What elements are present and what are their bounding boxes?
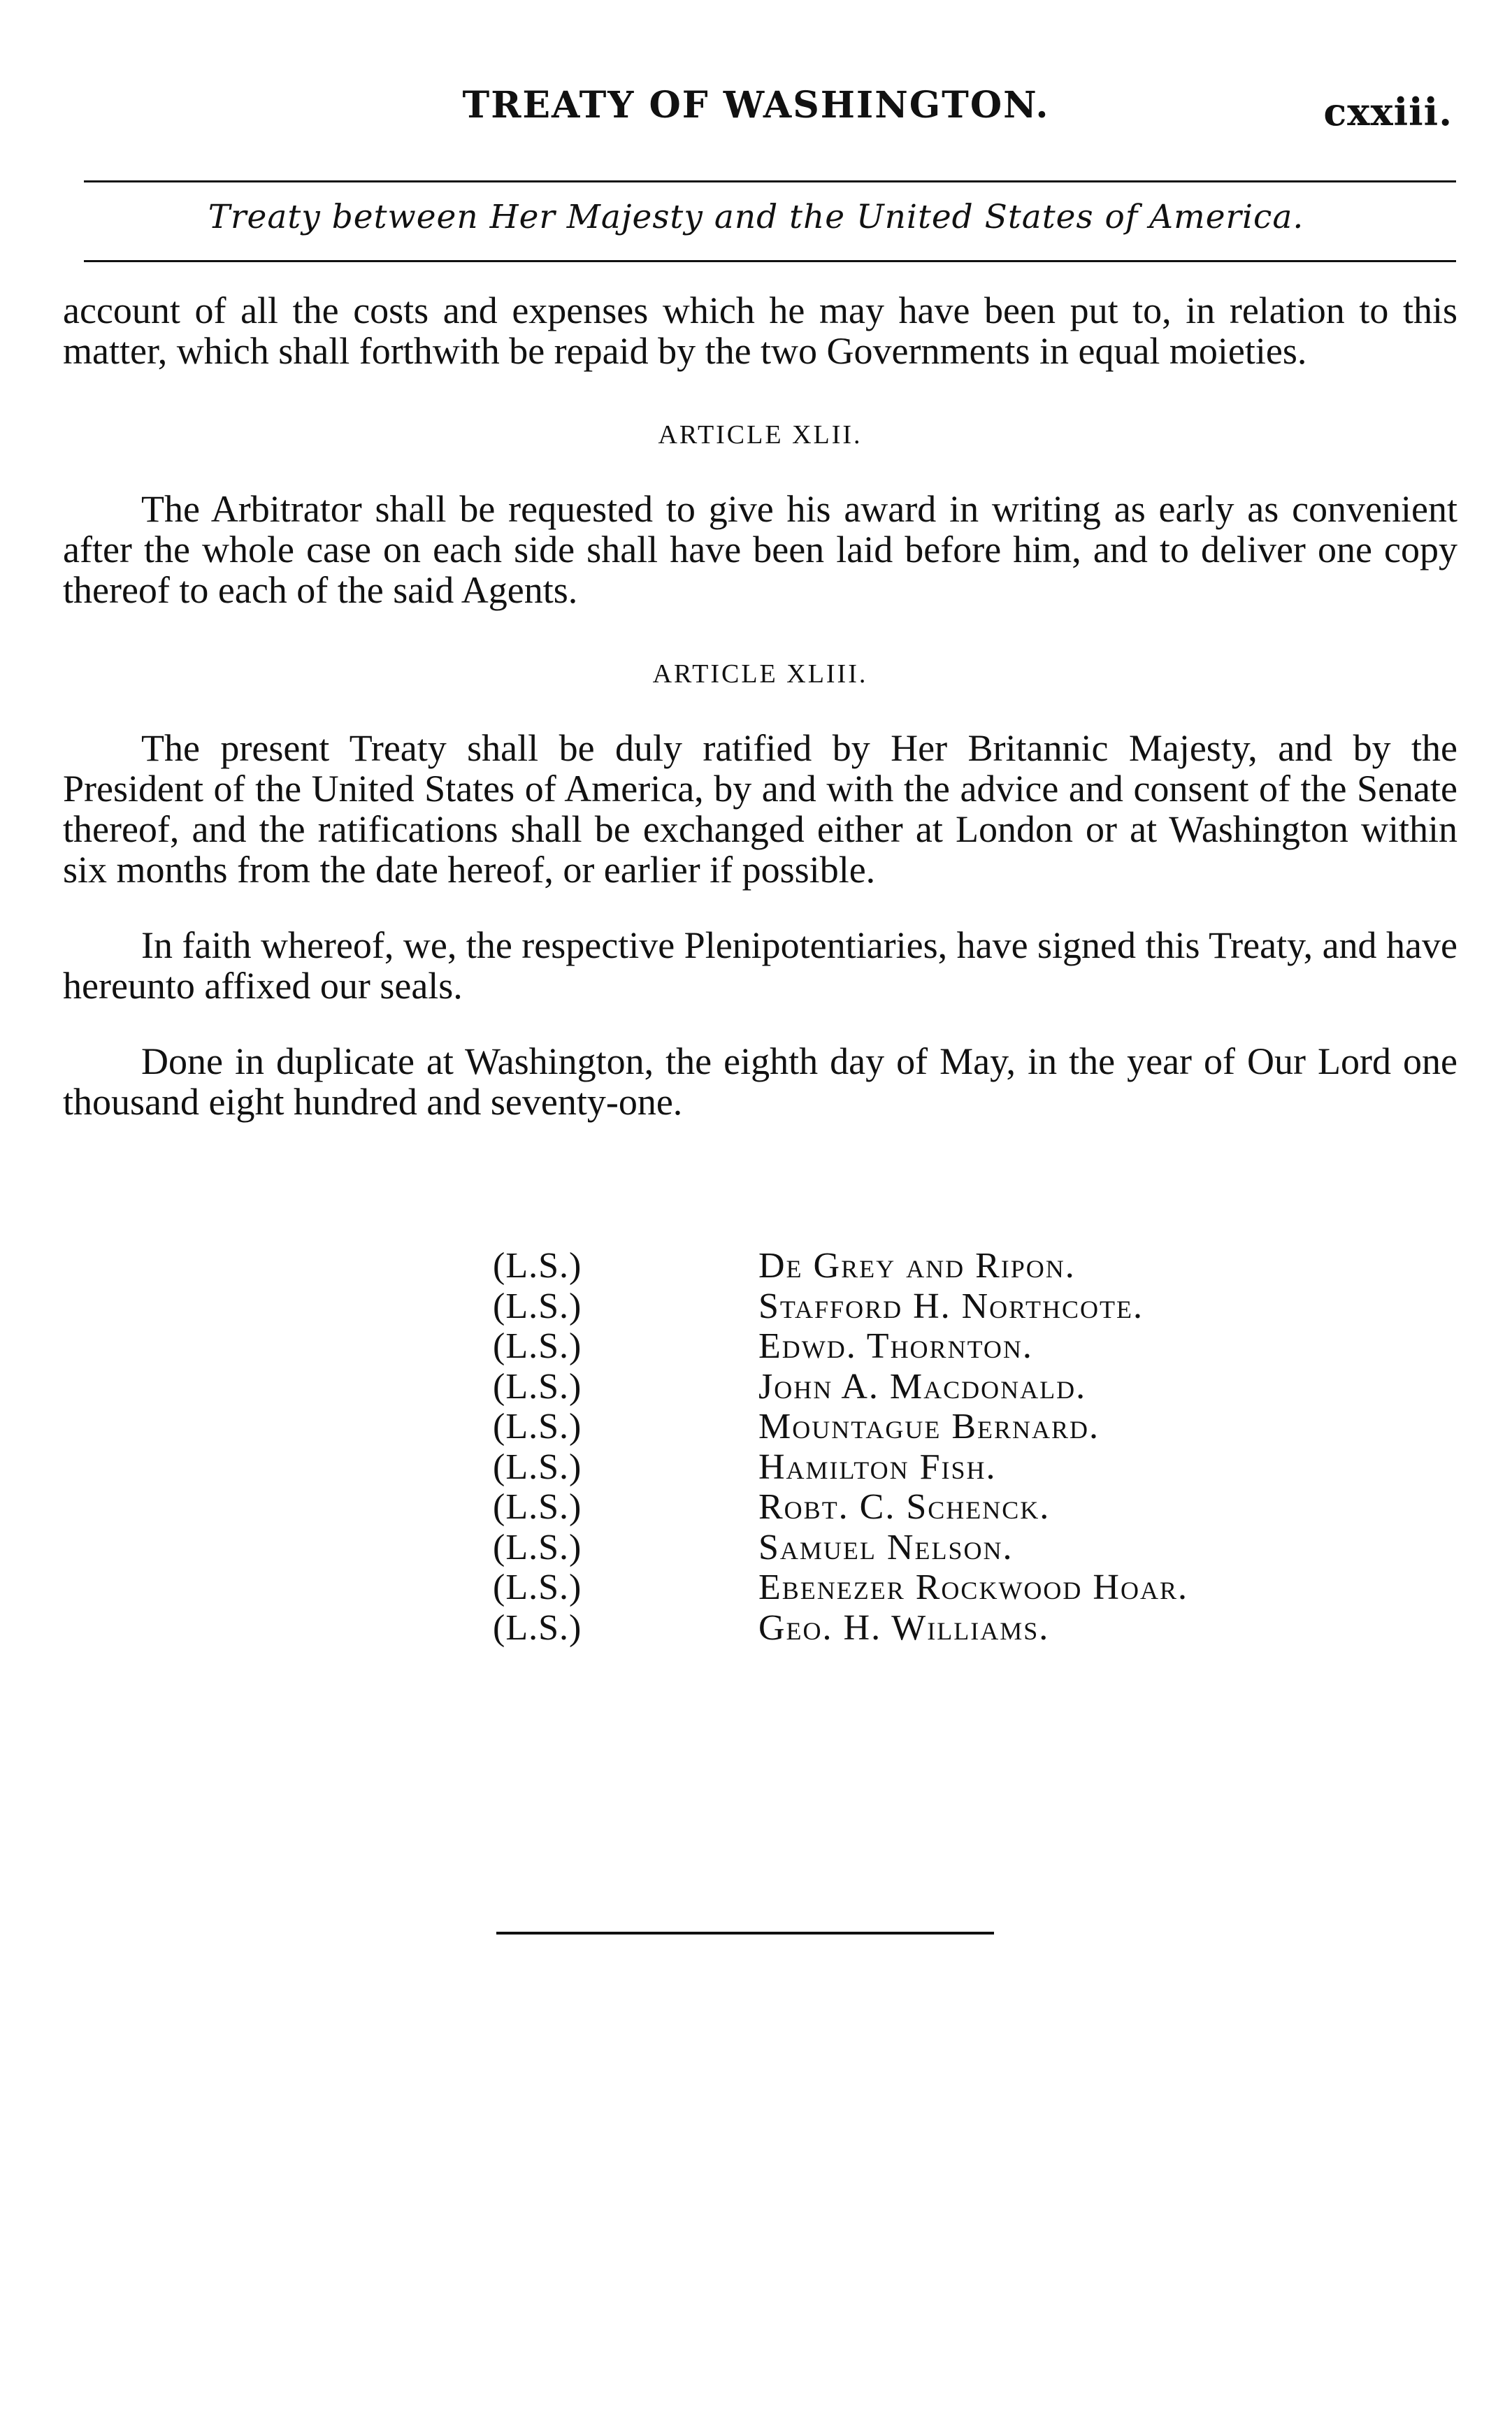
closing-rule [496, 1932, 994, 1935]
signature-row [493, 1528, 1188, 1568]
seal-mark: (L.S.) [493, 1326, 582, 1366]
article-43-heading: ARTICLE XLIII. [652, 659, 868, 689]
seal-mark: (L.S.) [493, 1286, 582, 1326]
signature-row [493, 1487, 1188, 1528]
signature-block [493, 1246, 1188, 1648]
header-rule-bottom [84, 260, 1456, 262]
seal-mark: (L.S.) [493, 1366, 582, 1407]
seal-mark: (L.S.) [493, 1487, 582, 1527]
section-subheading: Treaty between Her Majesty and the United States of America. [208, 198, 1304, 236]
faith-paragraph: In faith whereof, we, the respective Plenipotentiaries, have signed this Treaty, and have hereunto affixed our seals. [63, 924, 1457, 1007]
signatory-name: Mountague Bernard. [758, 1407, 1100, 1447]
signatory-name: Hamilton Fish. [758, 1447, 997, 1487]
signatory-name: Stafford H. Northcote. [758, 1286, 1144, 1326]
seal-mark: (L.S.) [493, 1567, 582, 1607]
running-title: TREATY OF WASHINGTON. [462, 84, 1050, 127]
signatory-name: Ebenezer Rockwood Hoar. [758, 1567, 1188, 1607]
article-43-paragraph: The present Treaty shall be duly ratified by Her Britannic Majesty, and by the President of the United States of America, by and with the advice and consent of the Senate thereof, and the ratifications shall be exchanged either at London or at Washington within six months from the date hereof, or earlier if possible. [63, 727, 1457, 891]
signatory-name: John A. Macdonald. [758, 1366, 1087, 1407]
signature-row [493, 1326, 1188, 1367]
signature-row [493, 1367, 1188, 1407]
signature-row [493, 1246, 1188, 1286]
signatory-name: Geo. H. Williams. [758, 1607, 1050, 1648]
page-number: cxxiii. [1323, 89, 1453, 134]
seal-mark: (L.S.) [493, 1607, 582, 1648]
seal-mark: (L.S.) [493, 1246, 582, 1286]
seal-mark: (L.S.) [493, 1527, 582, 1567]
body-text [63, 290, 1457, 1122]
article-42-heading: ARTICLE XLII. [658, 420, 863, 450]
seal-mark: (L.S.) [493, 1407, 582, 1447]
signature-row [493, 1447, 1188, 1488]
signatory-name: Samuel Nelson. [758, 1527, 1014, 1567]
seal-mark: (L.S.) [493, 1447, 582, 1487]
signature-row [493, 1608, 1188, 1649]
signature-row [493, 1567, 1188, 1608]
signatory-name: Robt. C. Schenck. [758, 1487, 1051, 1527]
signatory-name: Edwd. Thornton. [758, 1326, 1033, 1366]
signatory-name: De Grey and Ripon. [758, 1246, 1076, 1286]
article-42-paragraph: The Arbitrator shall be requested to give his award in writing as early as convenient after the whole case on each side shall have been laid before him, and to deliver one copy thereof to each of the said Agents. [63, 488, 1457, 611]
signature-row [493, 1407, 1188, 1447]
done-paragraph: Done in duplicate at Washington, the eighth day of May, in the year of Our Lord one thousand eight hundred and seventy-one. [63, 1040, 1457, 1123]
header-rule-top [84, 180, 1456, 182]
paragraph-continued: account of all the costs and expenses which he may have been put to, in relation to this matter, which shall forthwith be repaid by the two Governments in equal moieties. [63, 289, 1457, 372]
signature-row [493, 1286, 1188, 1327]
